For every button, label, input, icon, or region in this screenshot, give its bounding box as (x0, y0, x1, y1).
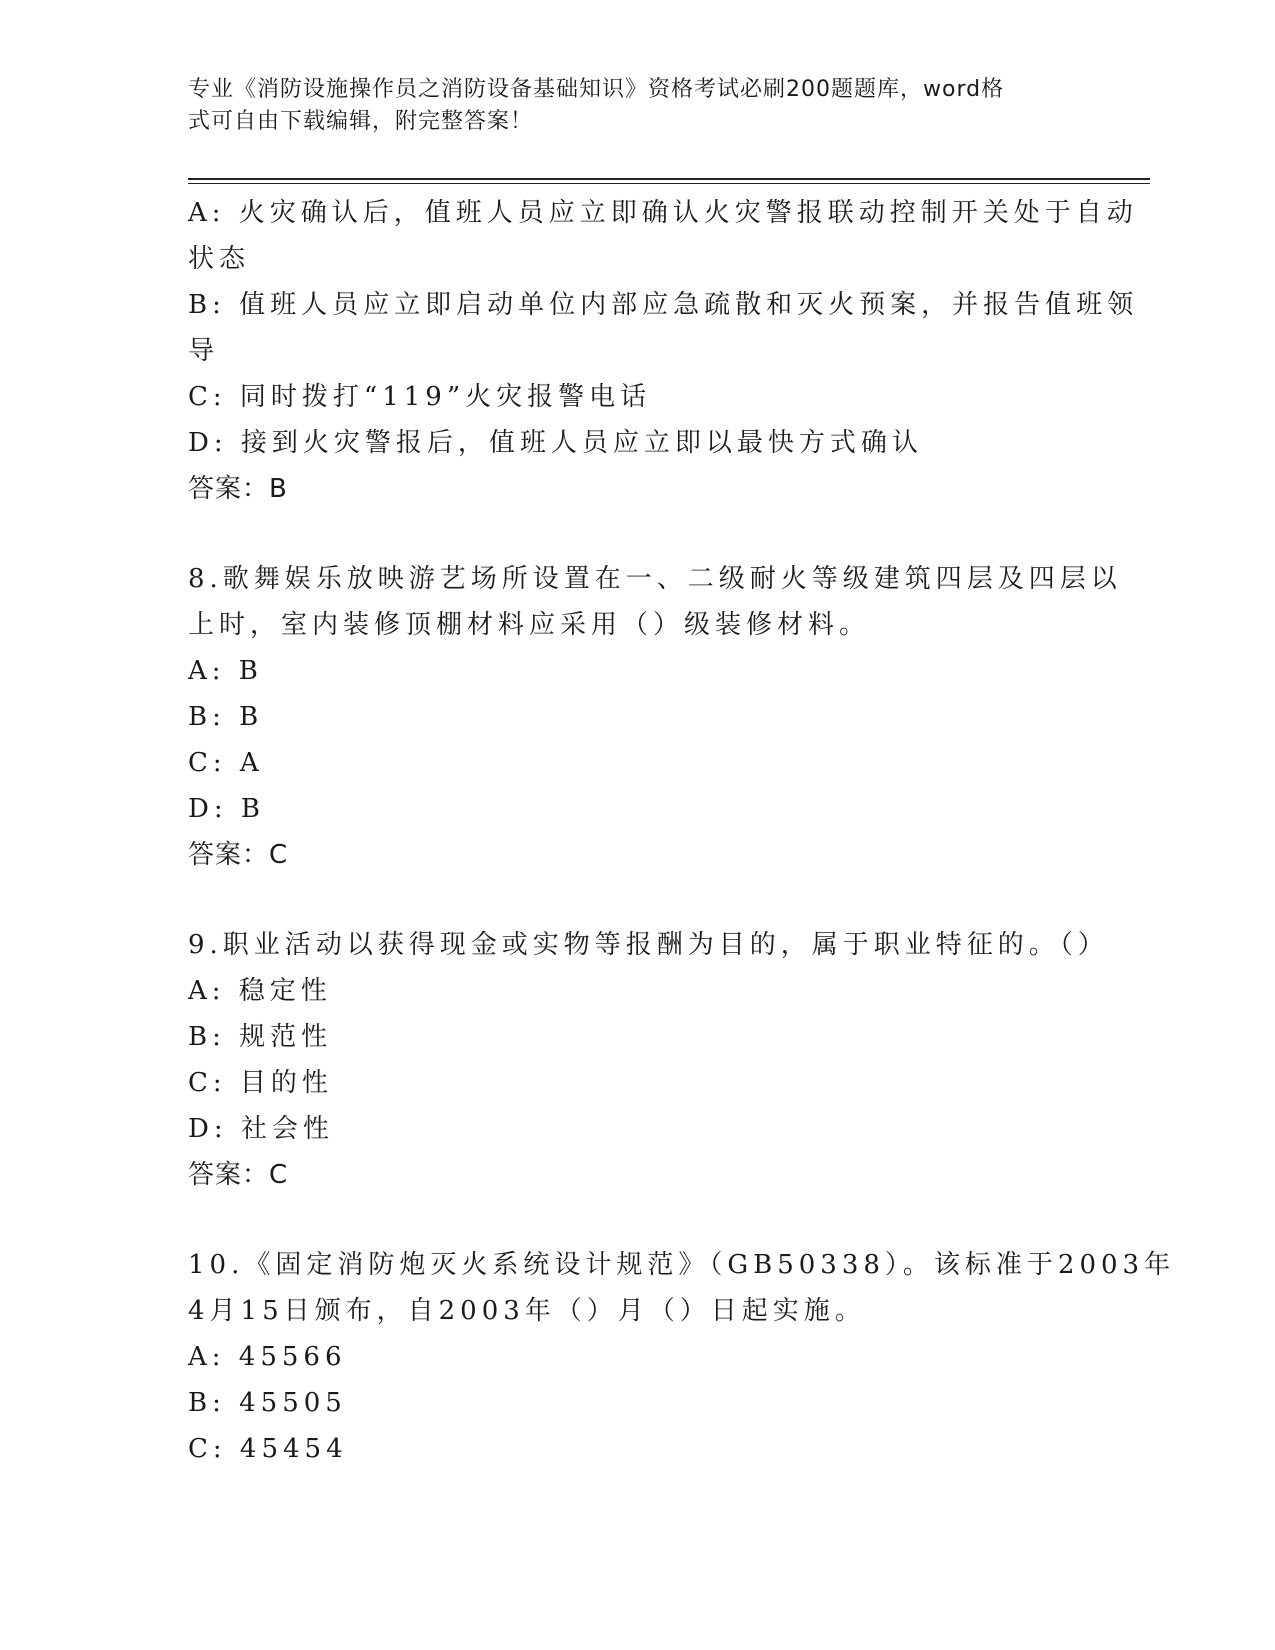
option-a: A: 稳定性 (188, 976, 332, 1006)
question-title-line-1: 8.歌舞娱乐放映游艺场所设置在一、二级耐火等级建筑四层及四层以 (188, 564, 1122, 594)
option-b-line-2: 导 (188, 336, 220, 366)
answer: 答案：C (188, 1160, 289, 1190)
question-10 (188, 1242, 1176, 1472)
question-8 (188, 556, 1122, 878)
option-c: C: 同时拨打“119”火灾报警电话 (188, 382, 652, 412)
option-b: B: B (188, 702, 264, 732)
option-a-line-1: A: 火灾确认后，值班人员应立即确认火灾警报联动控制开关处于自动 (188, 198, 1138, 228)
option-b: B: 45505 (188, 1388, 347, 1418)
question-title-line-1: 10.《固定消防炮灭火系统设计规范》（GB50338）。该标准于2003年 (188, 1250, 1176, 1280)
option-d: D: 社会性 (188, 1114, 334, 1144)
question-gap (188, 878, 1088, 922)
question-list (188, 190, 1176, 1472)
option-c: C: 45454 (188, 1434, 348, 1464)
option-d: D: 接到火灾警报后，值班人员应立即以最快方式确认 (188, 428, 923, 458)
question-gap (188, 1198, 1088, 1242)
option-c: C: A (188, 748, 264, 778)
option-a: A: 45566 (188, 1342, 347, 1372)
question-7 (188, 190, 1139, 512)
header-line-2: 式可自由下载编辑，附完整答案！ (188, 109, 534, 134)
header-divider-thin (188, 183, 1150, 184)
question-title-line-2: 上时，室内装修顶棚材料应采用（）级装修材料。 (188, 610, 871, 640)
answer: 答案：B (188, 474, 288, 504)
question-title-line-2: 4月15日颁布，自2003年（）月（）日起实施。 (188, 1296, 866, 1326)
question-title-line-1: 9.职业活动以获得现金或实物等报酬为目的，属于职业特征的。（） (188, 930, 1109, 960)
question-9 (188, 922, 1109, 1198)
option-c: C: 目的性 (188, 1068, 333, 1098)
option-a: A: B (188, 656, 263, 686)
option-d: D: B (188, 794, 265, 824)
option-b-line-1: B: 值班人员应立即启动单位内部应急疏散和灭火预案，并报告值班领 (188, 290, 1139, 320)
option-a-line-2: 状态 (188, 244, 251, 274)
answer: 答案：C (188, 840, 289, 870)
question-gap (188, 512, 1088, 556)
option-b: B: 规范性 (188, 1022, 333, 1052)
document-header (188, 74, 1068, 138)
header-divider-thick (188, 178, 1150, 180)
header-line-1: 专业《消防设施操作员之消防设备基础知识》资格考试必刷200题题库，word格 (188, 77, 1005, 102)
